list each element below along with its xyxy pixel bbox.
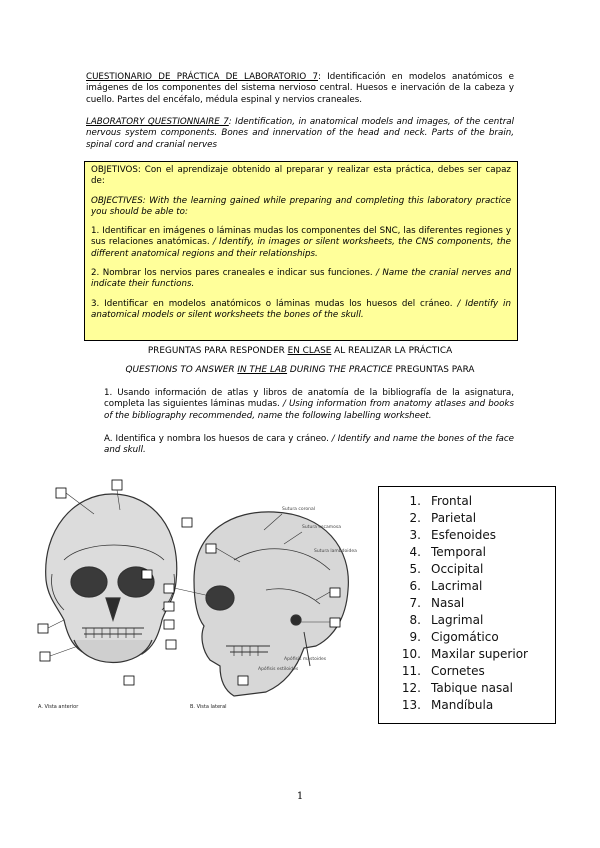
legend-item: 11. Cornetes xyxy=(401,664,485,678)
view-labels xyxy=(38,704,227,710)
note-1: Sutura coronal xyxy=(282,507,315,512)
legend-item: 10. Maxilar superior xyxy=(401,647,528,661)
note-4: Apófisis mastoides xyxy=(284,657,327,662)
legend-item: 7. Nasal xyxy=(409,596,465,610)
questions-heading-en: QUESTIONS TO ANSWER IN THE LAB DURING THE PRACTICE PREGUNTAS PARA xyxy=(125,365,475,375)
legend-item: 1. Frontal xyxy=(409,494,473,508)
legend-item: 5. Occipital xyxy=(409,562,484,576)
question-1: 1. Usando información de atlas y libros de anatomía de la bibliografía de la asignatura, completa las siguientes láminas mudas. / Using information from anatomy atlases and books of the bibliography recommended, name the following labelling worksheet. xyxy=(104,388,514,421)
note-5: Apófisis estiloides xyxy=(258,667,299,672)
english-header-paragraph xyxy=(86,117,514,151)
spanish-header-title: CUESTIONARIO DE PRÁCTICA DE LABORATORIO 7 xyxy=(86,72,318,82)
skull-illustration xyxy=(34,470,364,720)
legend-item: 3. Esfenoides xyxy=(409,528,496,542)
objective-item-1: 1. Identificar en imágenes o láminas mudas los componentes del SNC, las diferentes regiones y sus relaciones anatómicas. / Identify, in images or silent worksheets, the CNS components, the different anatomical regions and their relationships. xyxy=(91,226,511,259)
english-header-title: LABORATORY QUESTIONNAIRE 7 xyxy=(86,117,229,127)
legend-item: 9. Cigomático xyxy=(409,630,499,644)
question-a: A. Identifica y nombra los huesos de cara y cráneo. / Identify and name the bones of the face and skull. xyxy=(104,434,515,456)
skull-anterior-view xyxy=(46,494,177,663)
note-3: Sutura lambdoidea xyxy=(314,549,357,554)
objectives-intro-es: OBJETIVOS: Con el aprendizaje obtenido al preparar y realizar esta práctica, debes ser capaz de: xyxy=(91,165,511,187)
objective-item-3: 3. Identificar en modelos anatómicos o láminas mudas los huesos del cráneo. / Identify in anatomical models or silent worksheets the bones of the skull. xyxy=(91,298,511,320)
skull-figure xyxy=(34,470,364,720)
questions-heading-es: PREGUNTAS PARA RESPONDER EN CLASE AL REALIZAR LA PRÁCTICA xyxy=(147,346,453,356)
legend-item: 6. Lacrimal xyxy=(409,579,483,593)
legend-item: 8. Lagrimal xyxy=(409,613,484,627)
lateral-view-label: B. Vista lateral xyxy=(190,704,227,710)
note-2: Sutura escamosa xyxy=(302,525,341,530)
objective-item-2: 2. Nombrar los nervios pares craneales e indicar sus funciones. / Name the cranial nerves and indicate their functions. xyxy=(91,268,511,290)
bone-legend-box xyxy=(378,486,556,724)
legend-item: 12. Tabique nasal xyxy=(401,681,513,695)
spanish-header-text: : Identificación en modelos anatómicos e imágenes de los componentes del sistema nervioso central. Huesos e inervación de la cabeza y cuello. Partes del encéfalo, médula espinal y nervios craneales. xyxy=(86,72,514,105)
objectives-intro-en: OBJECTIVES: With the learning gained while preparing and completing this laboratory practice you should be able to: xyxy=(91,195,511,217)
english-header-text: : Identification, in anatomical models and images, of the central nervous system components. Bones and innervation of the head and neck. Parts of the brain, spinal cord and cranial nerves xyxy=(86,117,514,150)
legend-item: 4. Temporal xyxy=(409,545,486,559)
objectives-box xyxy=(84,161,518,341)
page-number: 1 xyxy=(296,791,304,802)
legend-item: 13. Mandíbula xyxy=(401,698,494,712)
legend-item: 2. Parietal xyxy=(409,511,477,525)
anterior-view-label: A. Vista anterior xyxy=(38,704,79,710)
spanish-header-paragraph xyxy=(86,72,514,106)
